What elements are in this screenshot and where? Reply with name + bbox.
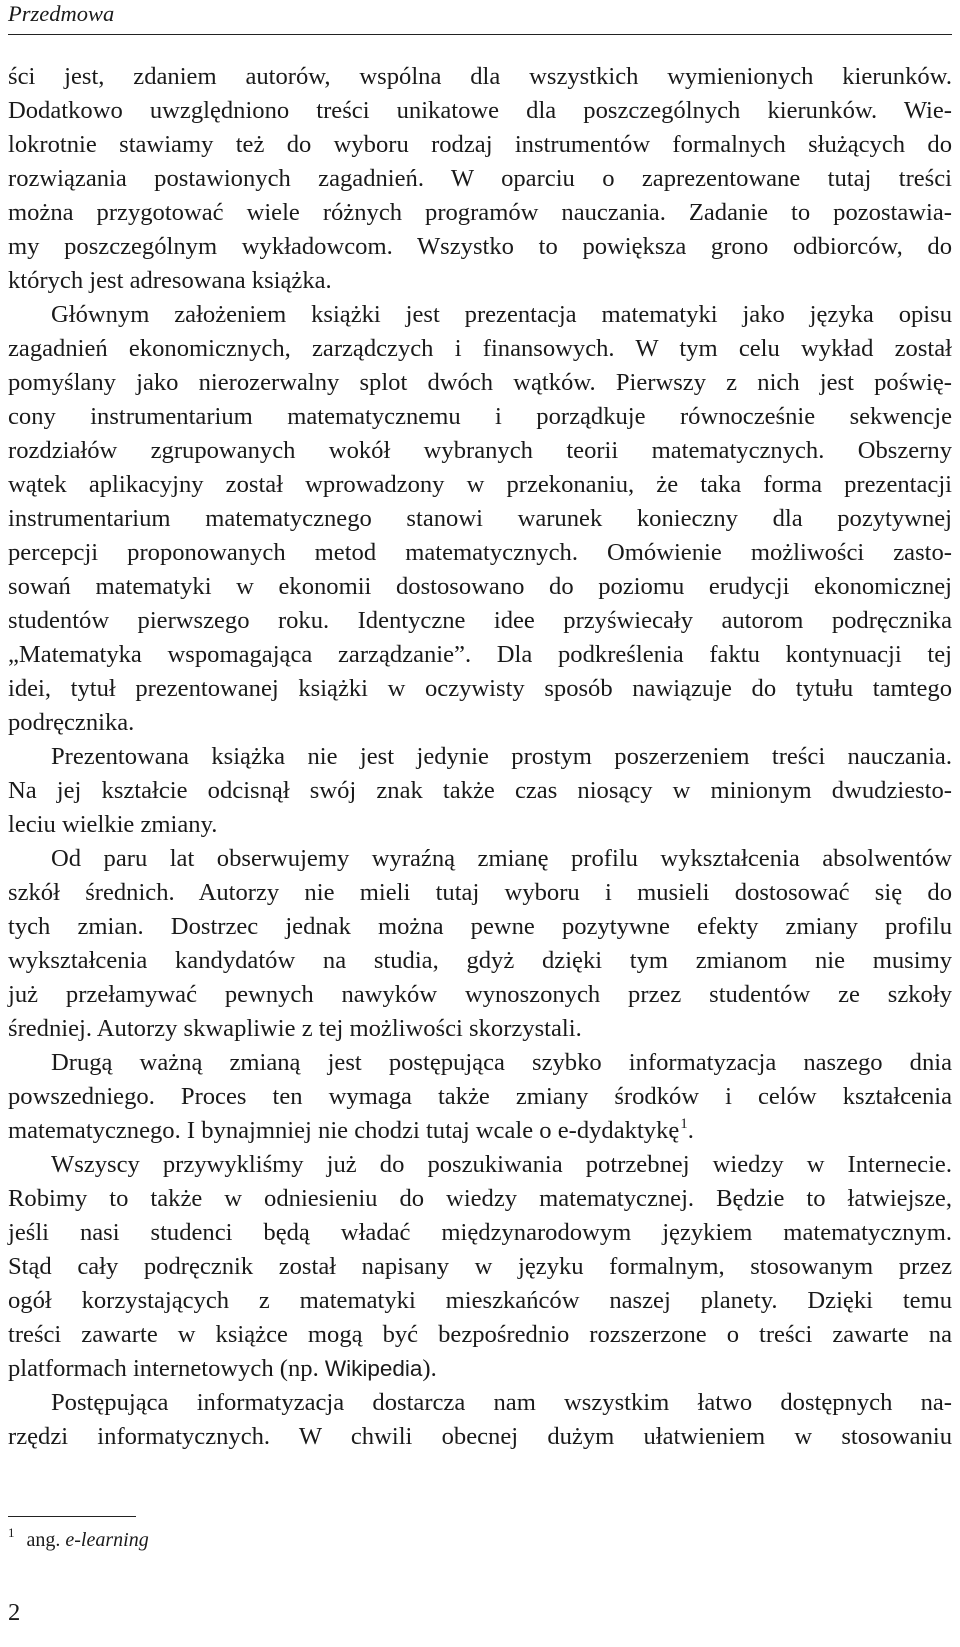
text-line: wątek aplikacyjny został wprowadzony w przekonaniu, że taka forma prezentacji (8, 471, 952, 498)
sans-term: Wikipedia (324, 1356, 423, 1381)
document-page (8, 0, 952, 1647)
text-line: rozwiązania postawionych zagadnień. W oparciu o zaprezentowane tutaj treści (8, 165, 952, 192)
text-line: można przygotować wiele różnych programów nauczania. Zadanie to pozostawia- (8, 199, 952, 226)
text-line: ści jest, zdaniem autorów, wspólna dla wszystkich wymienionych kierunków. (8, 63, 952, 90)
text-line: rzędzi informatycznych. W chwili obecnej dużym ułatwieniem w stosowaniu (8, 1423, 952, 1450)
text-segment: matematycznego. I bynajmniej nie chodzi tutaj wcale o e-dydaktykę (8, 1117, 680, 1144)
text-line: zagadnień ekonomicznych, zarządczych i finansowych. W tym celu wykład został (8, 335, 952, 362)
text-line: Postępująca informatyzacja dostarcza nam wszystkim łatwo dostępnych na- (51, 1389, 952, 1416)
paragraph-3 (8, 740, 952, 842)
text-line: Wszyscy przywykliśmy już do poszukiwania potrzebnej wiedzy w Internecie. (51, 1151, 952, 1178)
text-line: Dodatkowo uwzględniono treści unikatowe dla poszczególnych kierunków. Wie- (8, 97, 952, 124)
paragraph-2 (8, 298, 952, 740)
text-line: podręcznika. (8, 709, 135, 736)
text-line: lokrotnie stawiamy też do wyboru rodzaj instrumentów formalnych służących do (8, 131, 952, 158)
text-line: my poszczególnym wykładowcom. Wszystko to powiększa grono odbiorców, do (8, 233, 952, 260)
text-segment: . (687, 1117, 694, 1144)
footnote-rule (8, 1516, 136, 1517)
text-line: jeśli nasi studenci będą władać międzynarodowym językiem matematycznym. (8, 1219, 952, 1246)
paragraph-7 (8, 1386, 952, 1454)
text-line: Robimy to także w odniesieniu do wiedzy matematycznej. Będzie to łatwiejsze, (8, 1185, 952, 1212)
body-text (8, 60, 952, 1454)
text-line (8, 1352, 952, 1386)
text-line: studentów pierwszego roku. Identyczne idee przyświecały autorom podręcznika (8, 607, 952, 634)
running-head: Przedmowa (8, 1, 115, 26)
text-line (8, 1114, 952, 1148)
text-line: wykształcenia kandydatów na studia, gdyż dzięki tym zmianom nie musimy (8, 947, 952, 974)
footnote-prefix: ang. (26, 1529, 66, 1551)
text-line: treści zawarte w książce mogą być bezpośrednio rozszerzone o treści zawarte na (8, 1321, 952, 1348)
text-line: rozdziałów zgrupowanych wokół wybranych teorii matematycznych. Obszerny (8, 437, 952, 464)
paragraph-6 (8, 1148, 952, 1386)
text-segment: platformach internetowych (np. (8, 1355, 325, 1382)
text-line: tych zmian. Dostrzec jednak można pewne pozytywne efekty zmiany profilu (8, 913, 952, 940)
text-line: średniej. Autorzy skwapliwie z tej możliwości skorzystali. (8, 1015, 582, 1042)
text-segment: ). (422, 1355, 437, 1382)
text-line: których jest adresowana książka. (8, 267, 332, 294)
text-line: leciu wielkie zmiany. (8, 811, 218, 838)
header-rule (8, 34, 952, 35)
text-line: Stąd cały podręcznik został napisany w języku formalnym, stosowanym przez (8, 1253, 952, 1280)
text-line: cony instrumentarium matematycznemu i porządkuje równocześnie sekwencje (8, 403, 952, 430)
text-line: Od paru lat obserwujemy wyraźną zmianę profilu wykształcenia absolwentów (51, 845, 952, 872)
text-line: pomyślany jako nierozerwalny splot dwóch wątków. Pierwszy z nich jest poświę- (8, 369, 952, 396)
text-line: powszedniego. Proces ten wymaga także zmiany środków i celów kształcenia (8, 1083, 952, 1110)
footnote-term: e-learning (65, 1529, 149, 1551)
text-line: Głównym założeniem książki jest prezentacja matematyki jako języka opisu (51, 301, 952, 328)
text-line: percepcji proponowanych metod matematycznych. Omówienie możliwości zasto- (8, 539, 952, 566)
paragraph-4 (8, 842, 952, 1046)
footnote-reference[interactable]: 1 (680, 1116, 688, 1132)
text-line: Prezentowana książka nie jest jedynie prostym poszerzeniem treści nauczania. (51, 743, 952, 770)
text-line: ogół korzystających z matematyki mieszkańców naszej planety. Dzięki temu (8, 1287, 952, 1314)
text-line: „Matematyka wspomagająca zarządzanie”. Dla podkreślenia faktu kontynuacji tej (8, 641, 952, 668)
page-number: 2 (8, 1599, 21, 1626)
text-line: już przełamywać pewnych nawyków wynoszonych przez studentów ze szkoły (8, 981, 952, 1008)
text-line: szkół średnich. Autorzy nie mieli tutaj wyboru i musieli dostosować się do (8, 879, 952, 906)
paragraph-5 (8, 1046, 952, 1148)
paragraph-1 (8, 60, 952, 298)
footnote-number: 1 (8, 1525, 15, 1540)
text-line: Drugą ważną zmianą jest postępująca szybko informatyzacja naszego dnia (51, 1049, 952, 1076)
text-line: sowań matematyki w ekonomii dostosowano do poziomu erudycji ekonomicznej (8, 573, 952, 600)
text-line: instrumentarium matematycznego stanowi warunek konieczny dla pozytywnej (8, 505, 952, 532)
text-line: idei, tytuł prezentowanej książki w oczywisty sposób nawiązuje do tytułu tamtego (8, 675, 952, 702)
text-line: Na jej kształcie odcisnął swój znak także czas niosący w minionym dwudziesto- (8, 777, 952, 804)
footnote (8, 1526, 149, 1556)
